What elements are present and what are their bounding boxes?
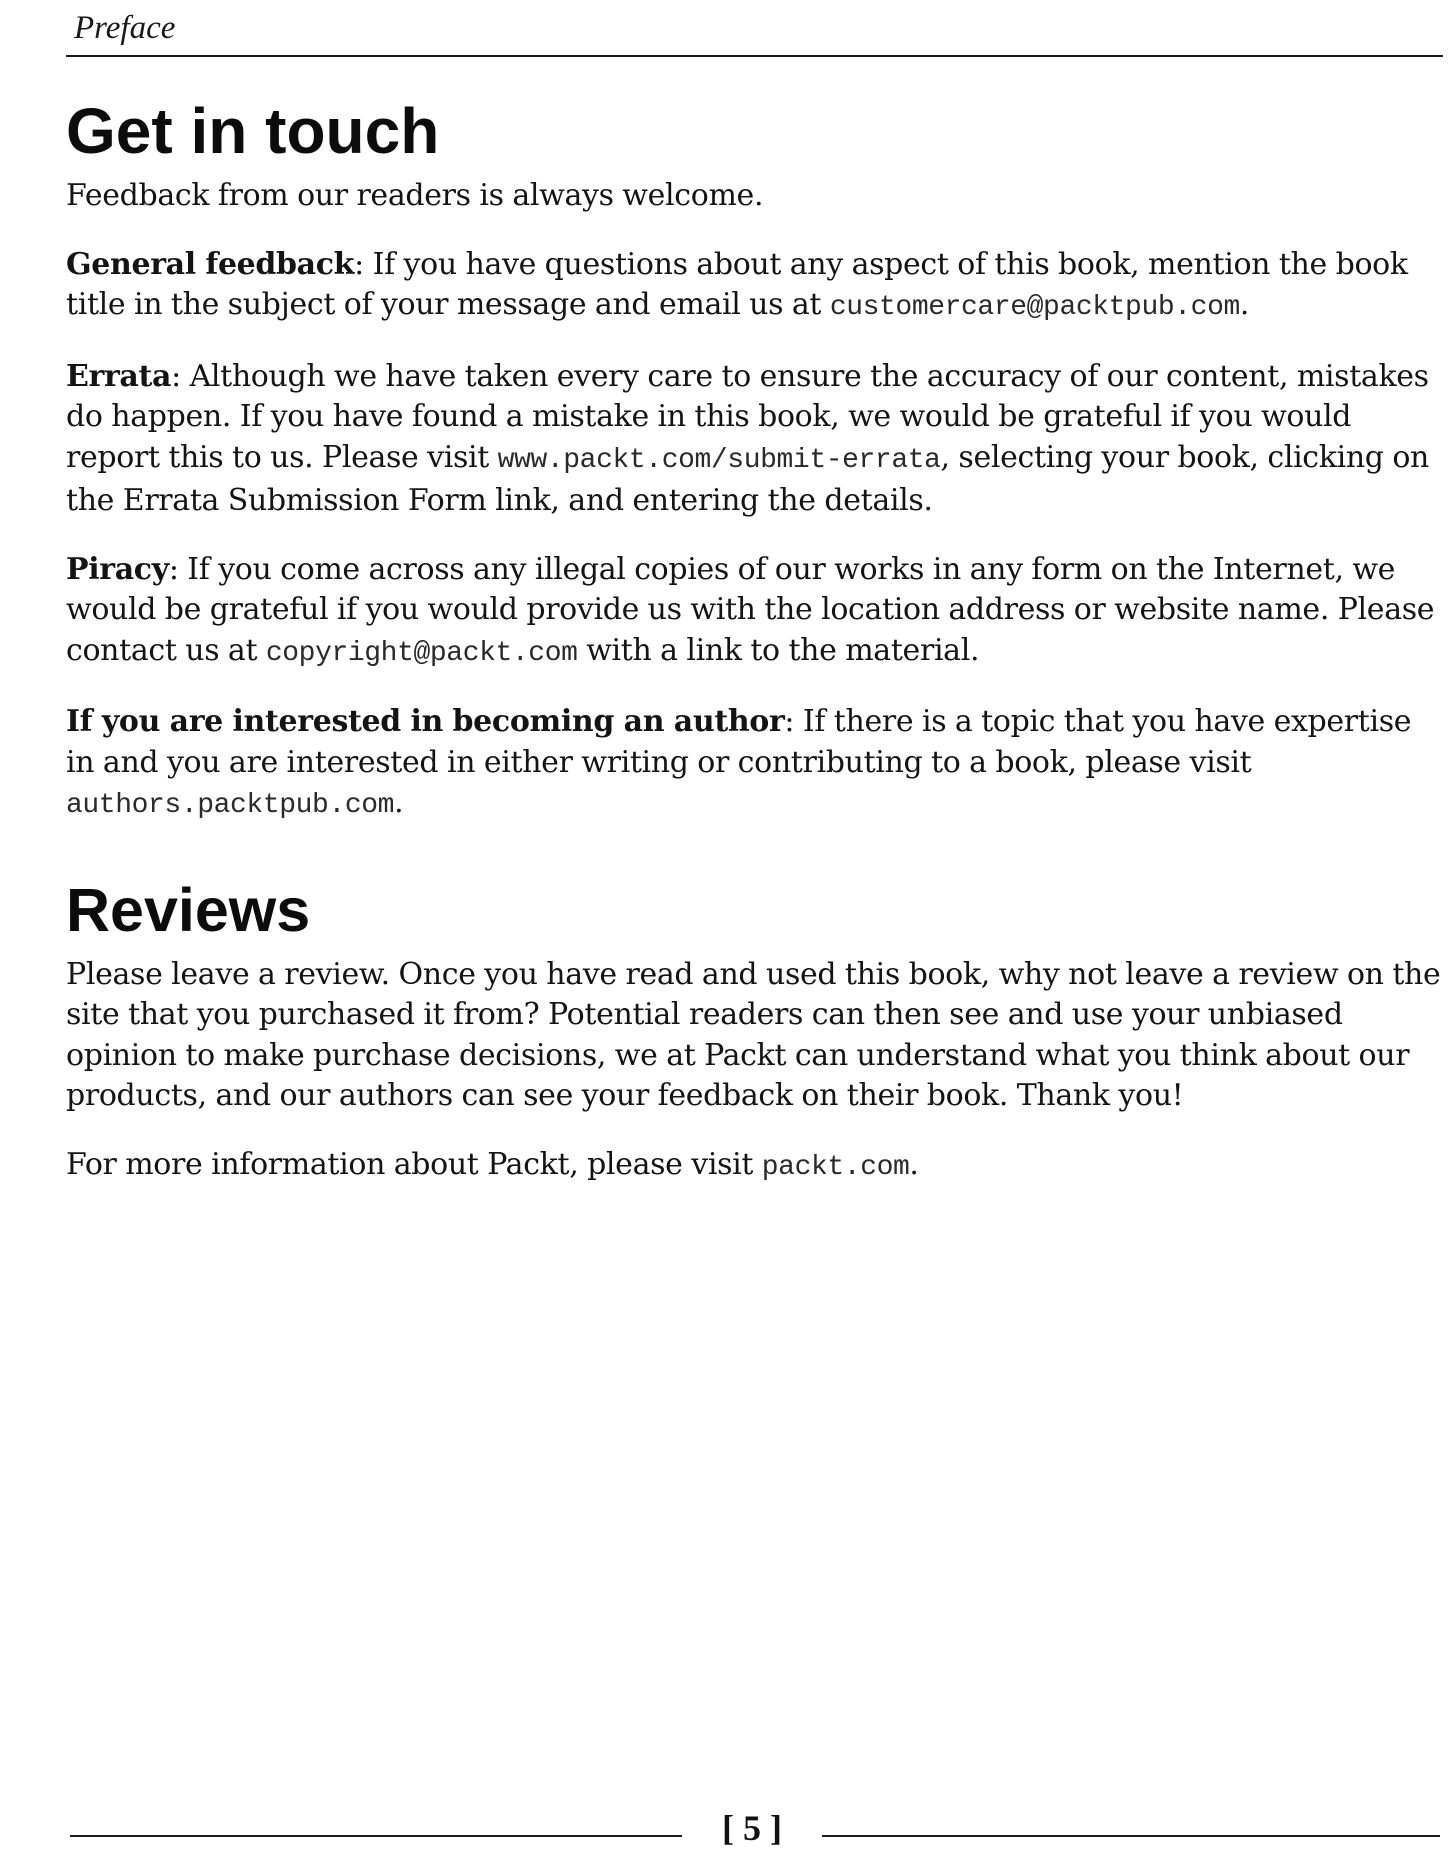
general-feedback-text: : If you have questions about any aspect of this book, mention the book title in the subject of your message and email us at (66, 246, 1408, 322)
authors-url: authors.packtpub.com (66, 790, 395, 821)
copyright-email: copyright@packt.com (265, 637, 578, 669)
piracy-paragraph (66, 550, 1443, 675)
footer-rule-left (70, 1835, 682, 1837)
more-info-end: . (909, 1146, 919, 1182)
submit-errata-url: www.packt.com/submit-errata (497, 444, 941, 476)
general-feedback-paragraph (66, 245, 1443, 329)
more-info-paragraph (66, 1145, 1443, 1189)
footer-rule-right (822, 1835, 1440, 1837)
reviews-paragraph: Please leave a review. Once you have read and used this book, why not leave a review on the site that you purchased it from? Potential readers can then see and use your unbiased opinion to make purchase decisions, we at Packt can understand what you think about our products, and our authors can see your feedback on their book. Thank you! (66, 956, 1441, 1113)
packt-url: packt.com (761, 1151, 910, 1183)
feedback-intro-paragraph: Feedback from our readers is always welcome. (66, 178, 764, 213)
general-feedback-label: General feedback (66, 246, 355, 282)
general-feedback-end: . (1239, 287, 1250, 322)
more-info-text: For more information about Packt, please visit (66, 1146, 762, 1182)
piracy-text-end: with a link to the material. (577, 632, 980, 668)
author-label: If you are interested in becoming an author (66, 704, 785, 739)
errata-text: : Although we have taken every care to ensure the accuracy of our content, mistakes do happen. If you have found a mistake in this book, we would be grateful if you would report this to us. Please visit (66, 358, 1429, 475)
piracy-label: Piracy (66, 551, 169, 587)
errata-text-end: , selecting your book, clicking on the Errata Submission Form link, and entering the details. (66, 439, 1430, 518)
running-head: Preface (74, 10, 176, 46)
author-paragraph (66, 702, 1443, 827)
errata-label: Errata (66, 358, 172, 394)
author-text: : If there is a topic that you have expertise in and you are interested in either writing or contributing to a book, please visit (66, 704, 1412, 780)
author-text-end: . (394, 785, 404, 820)
page-footer (70, 1808, 1440, 1848)
header-rule (66, 55, 1443, 57)
get-in-touch-heading: Get in touch (66, 95, 440, 167)
page-content (66, 92, 1443, 1216)
page-number: [ 5 ] (722, 1808, 782, 1848)
errata-paragraph (66, 357, 1443, 522)
piracy-text: : If you come across any illegal copies of our works in any form on the Internet, we would be grateful if you would provide us with the location address or website name. Please contact us at (66, 551, 1435, 668)
reviews-heading: Reviews (66, 875, 311, 944)
customer-care-email: customercare@packtpub.com (829, 292, 1240, 323)
